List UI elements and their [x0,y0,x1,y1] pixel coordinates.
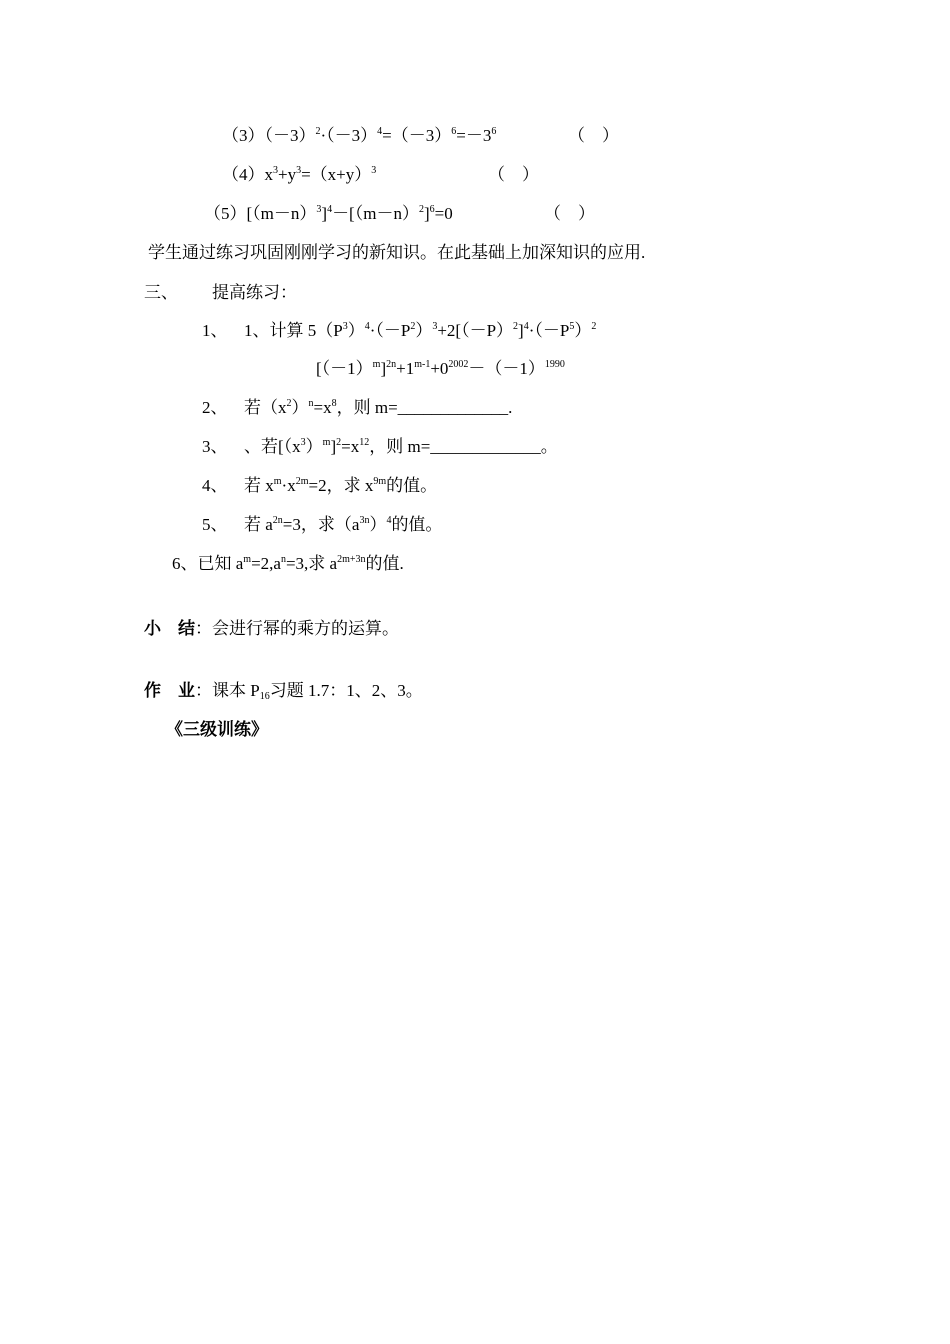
text: 的值。 [391,515,443,534]
text: ] [380,359,387,378]
text: ） [305,437,323,456]
text: =－3 [456,126,492,145]
text: ） [415,321,433,340]
exponent: 4 [377,126,383,137]
exponent: 4 [327,204,333,215]
text: ] [321,204,328,223]
text: [（－1） [316,359,373,378]
text: +1 [396,359,415,378]
text: （4）x [222,165,273,184]
exponent: 2 [286,398,292,409]
exponent: 3 [296,165,302,176]
problem-1-line-2 [316,358,565,380]
exponent: 2m [295,476,309,487]
exponent: 2 [315,126,321,137]
text: 的值. [365,554,404,573]
exponent: 3n [359,515,370,526]
text: =2，求 x [308,476,374,495]
exponent: 3 [342,321,348,332]
exponent: 5 [569,321,575,332]
exponent: 3 [371,165,377,176]
problem-5 [244,514,442,536]
text: 若 x [244,476,274,495]
text: =x [313,398,332,417]
exponent: 2 [336,437,342,448]
text: =0 [434,204,453,223]
problem-6 [172,553,404,575]
text: ） [574,321,592,340]
text: ] [423,204,430,223]
text: 、若[（x [244,437,301,456]
exponent: n [308,398,314,409]
text: ：课本 P [195,681,260,700]
exercise-3 [222,125,496,147]
exponent: 3 [300,437,306,448]
answer-blank: _____________ [430,437,541,456]
exponent: 3 [273,165,278,176]
exponent: 3 [316,204,322,215]
exponent: m [273,476,282,487]
teaching-note: 学生通过练习巩固刚刚学习的新知识。在此基础上加深知识的应用. [148,243,646,262]
exponent: 4 [364,321,370,332]
problem-2-number: 2、 [202,398,228,417]
text: 若 a [244,515,273,534]
exponent: m-1 [414,359,431,370]
text: +2[（－P） [437,321,514,340]
text: 1、计算 5（P [244,321,343,340]
exponent: 1990 [544,359,565,370]
text: （5）[（m－n） [204,204,317,223]
text: ，则 m= [336,398,398,417]
text: 6、已知 a [172,554,244,573]
section-number: 三、 [144,283,178,302]
exponent: 8 [331,398,337,409]
homework-label: 作 业 [144,681,195,700]
text: ） [291,398,309,417]
exponent: m [322,437,331,448]
text: ·x [281,476,296,495]
problem-2 [244,397,512,419]
answer-paren-3: （ ） [568,126,619,145]
exponent: 2 [410,321,416,332]
summary [144,618,399,640]
text: 的值。 [386,476,438,495]
exercise-5 [204,203,453,225]
section-title: 提高练习： [212,283,297,302]
exponent: 12 [359,437,370,448]
exponent: m [372,359,381,370]
exponent: 6 [429,204,435,215]
training-title: 《三级训练》 [166,720,268,739]
text: =（－3） [382,126,452,145]
text: =（x+y） [301,165,372,184]
exponent: 2002 [448,359,469,370]
problem-4 [244,475,437,497]
text: =x [341,437,360,456]
problem-1-line-1 [244,320,596,342]
text: ·（－P [528,321,570,340]
exponent: 2m+3n [337,554,366,565]
text: ·（－P [369,321,411,340]
text: . [508,398,513,417]
text: ] [330,437,337,456]
problem-3-number: 3、 [202,437,228,456]
answer-paren-5: （ ） [544,204,595,223]
problem-4-number: 4、 [202,476,228,495]
problem-3 [244,436,558,458]
text: 若（x [244,398,287,417]
text: （3）（－3） [222,126,316,145]
problem-1-number: 1、 [202,321,228,340]
homework [144,680,423,702]
exponent: 6 [451,126,457,137]
exponent: 2n [272,515,283,526]
exponent: 2 [513,321,519,332]
exponent: n [280,554,286,565]
exponent: 3 [432,321,438,332]
exponent: 2 [591,321,597,332]
text: +0 [430,359,449,378]
text: =3,求 a [285,554,338,573]
problem-5-number: 5、 [202,515,228,534]
subscript: 16 [259,691,270,702]
summary-text: ：会进行幂的乘方的运算。 [195,619,399,638]
text: 习题 1.7：1、2、3。 [269,681,423,700]
exponent: 2n [386,359,397,370]
text: =3，求（a [282,515,360,534]
exponent: 2 [418,204,424,215]
exponent: 9m [373,476,387,487]
text: ） [347,321,365,340]
exercise-4 [222,164,376,186]
exponent: 6 [491,126,497,137]
text: ，则 m= [369,437,431,456]
answer-paren-4: （ ） [488,165,539,184]
text: ] [518,321,524,340]
text: ·（－3） [320,126,378,145]
exponent: 4 [523,321,529,332]
text: －[（m－n） [332,204,419,223]
text: +y [278,165,297,184]
text: －（－1） [468,359,545,378]
text: 。 [540,437,558,456]
exponent: 4 [386,515,392,526]
exponent: m [243,554,252,565]
answer-blank: _____________ [397,398,509,417]
text: ） [369,515,387,534]
summary-label: 小 结 [144,619,195,638]
text: =2,a [251,554,281,573]
